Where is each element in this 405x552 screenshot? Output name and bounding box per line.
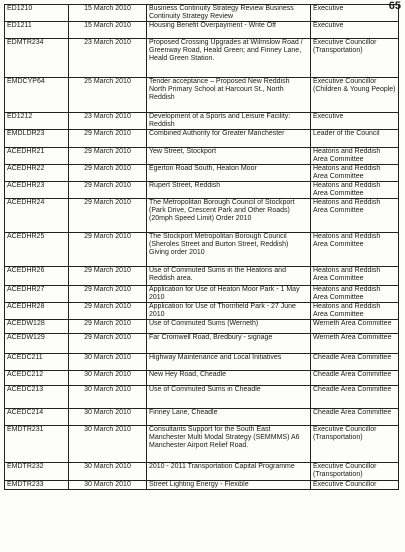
description-cell: Egerton Road South, Heaton Moor [147, 165, 311, 182]
description-cell: Far Cromwell Road, Bredbury - signage [147, 334, 311, 354]
table-row [5, 286, 399, 303]
reference-cell: ACEDHR23 [5, 182, 69, 199]
table-row [5, 481, 399, 490]
decision-maker-cell: Executive [311, 5, 399, 22]
reference-cell: ACEDC212 [5, 371, 69, 386]
table-row [5, 130, 399, 148]
decision-maker-cell: Executive Councillor (Transportation) [311, 463, 399, 481]
decisions-table-body [5, 5, 399, 490]
table-row [5, 22, 399, 39]
date-cell: 29 March 2010 [69, 148, 147, 165]
decision-maker-cell: Heatons and Reddish Area Committee [311, 199, 399, 233]
table-row [5, 199, 399, 233]
date-cell: 29 March 2010 [69, 303, 147, 320]
decision-maker-cell: Executive Councillor [311, 481, 399, 490]
decision-maker-cell: Cheadle Area Committee [311, 409, 399, 426]
decision-maker-cell: Leader of the Council [311, 130, 399, 148]
date-cell: 30 March 2010 [69, 426, 147, 463]
decision-maker-cell: Heatons and Reddish Area Committee [311, 233, 399, 267]
description-cell: Consultants Support for the South East Manchester Multi Modal Strategy (SEMMMS) A6 Manchester Airport Relief Road. [147, 426, 311, 463]
reference-cell: ACEDW129 [5, 334, 69, 354]
table-row [5, 5, 399, 22]
description-cell: Finney Lane, Cheadle [147, 409, 311, 426]
date-cell: 30 March 2010 [69, 481, 147, 490]
reference-cell: ACEDC211 [5, 354, 69, 371]
decision-maker-cell: Heatons and Reddish Area Committee [311, 303, 399, 320]
date-cell: 29 March 2010 [69, 130, 147, 148]
date-cell: 23 March 2010 [69, 39, 147, 78]
reference-cell: ACEDHR22 [5, 165, 69, 182]
reference-cell: EDMTR234 [5, 39, 69, 78]
date-cell: 29 March 2010 [69, 233, 147, 267]
date-cell: 30 March 2010 [69, 371, 147, 386]
decisions-table [4, 4, 399, 490]
description-cell: Combined Authority for Greater Manchester [147, 130, 311, 148]
description-cell: Application for Use of Thornfield Park - 27 June 2010 [147, 303, 311, 320]
date-cell: 15 March 2010 [69, 5, 147, 22]
reference-cell: ED1210 [5, 5, 69, 22]
page-number: 65 [388, 0, 401, 12]
date-cell: 30 March 2010 [69, 463, 147, 481]
reference-cell: ACEDHR27 [5, 286, 69, 303]
decision-maker-cell: Executive [311, 113, 399, 130]
decision-maker-cell: Executive Councillor (Children & Young People) [311, 78, 399, 113]
table-row [5, 426, 399, 463]
date-cell: 23 March 2010 [69, 113, 147, 130]
reference-cell: EMDCYP64 [5, 78, 69, 113]
date-cell: 29 March 2010 [69, 286, 147, 303]
description-cell: The Metropolitan Borough Council of Stockport (Park Drive, Crescent Park and Other Roads) (20mph Speed Limit) Order 2010 [147, 199, 311, 233]
decision-maker-cell: Heatons and Reddish Area Committee [311, 267, 399, 286]
date-cell: 29 March 2010 [69, 267, 147, 286]
table-row [5, 303, 399, 320]
decision-maker-cell: Werneth Area Committee [311, 320, 399, 334]
date-cell: 29 March 2010 [69, 334, 147, 354]
date-cell: 30 March 2010 [69, 354, 147, 371]
date-cell: 30 March 2010 [69, 386, 147, 409]
reference-cell: ACEDHR28 [5, 303, 69, 320]
table-row [5, 39, 399, 78]
table-row [5, 78, 399, 113]
reference-cell: ACEDHR24 [5, 199, 69, 233]
decision-maker-cell: Heatons and Reddish Area Committee [311, 165, 399, 182]
decision-maker-cell: Cheadle Area Committee [311, 386, 399, 409]
date-cell: 29 March 2010 [69, 320, 147, 334]
table-row [5, 148, 399, 165]
table-row [5, 267, 399, 286]
table-row [5, 371, 399, 386]
reference-cell: EMDTR231 [5, 426, 69, 463]
table-row [5, 463, 399, 481]
reference-cell: ACEDC213 [5, 386, 69, 409]
decision-maker-cell: Heatons and Reddish Area Committee [311, 148, 399, 165]
decision-maker-cell: Werneth Area Committee [311, 334, 399, 354]
date-cell: 15 March 2010 [69, 22, 147, 39]
description-cell: Use of Commuted Sums in the Heatons and Reddish area. [147, 267, 311, 286]
description-cell: Yew Street, Stockport [147, 148, 311, 165]
decision-maker-cell: Executive Councillor (Transportation) [311, 39, 399, 78]
table-row [5, 354, 399, 371]
decision-maker-cell: Cheadle Area Committee [311, 354, 399, 371]
description-cell: Use of Commuted Sums (Werneth) [147, 320, 311, 334]
date-cell: 29 March 2010 [69, 182, 147, 199]
description-cell: New Hey Road, Cheadle [147, 371, 311, 386]
decision-maker-cell: Executive [311, 22, 399, 39]
table-row [5, 113, 399, 130]
table-row [5, 182, 399, 199]
date-cell: 29 March 2010 [69, 165, 147, 182]
description-cell: Tender acceptance – Proposed New Reddish North Primary School at Harcourt St., North Reddish [147, 78, 311, 113]
reference-cell: ACEDW128 [5, 320, 69, 334]
description-cell: Application for Use of Heaton Moor Park - 1 May 2010 [147, 286, 311, 303]
description-cell: Business Continuity Strategy Review Business Continuity Strategy Review [147, 5, 311, 22]
description-cell: Rupert Street, Reddish [147, 182, 311, 199]
reference-cell: ACEDC214 [5, 409, 69, 426]
decision-maker-cell: Heatons and Reddish Area Committee [311, 182, 399, 199]
description-cell: Use of Commuted Sums in Cheadle [147, 386, 311, 409]
description-cell: Housing Benefit Overpayment - Write Off [147, 22, 311, 39]
table-row [5, 334, 399, 354]
table-row [5, 386, 399, 409]
reference-cell: EMDTR233 [5, 481, 69, 490]
table-row [5, 409, 399, 426]
date-cell: 30 March 2010 [69, 409, 147, 426]
reference-cell: EMDTR232 [5, 463, 69, 481]
description-cell: The Stockport Metropolitan Borough Council (Sheroles Street and Burton Street, Reddish) Giving order 2010 [147, 233, 311, 267]
reference-cell: ACEDHR26 [5, 267, 69, 286]
description-cell: Street Lighting Energy - Flexible [147, 481, 311, 490]
description-cell: Development of a Sports and Leisure Facility: Reddish [147, 113, 311, 130]
decision-maker-cell: Executive Councillor (Transportation) [311, 426, 399, 463]
reference-cell: ACEDHR25 [5, 233, 69, 267]
reference-cell: ED1212 [5, 113, 69, 130]
description-cell: Highway Maintenance and Local Initiatives [147, 354, 311, 371]
reference-cell: EMDLDR23 [5, 130, 69, 148]
description-cell: 2010 - 2011 Transportation Capital Programme [147, 463, 311, 481]
reference-cell: ED1211 [5, 22, 69, 39]
date-cell: 29 March 2010 [69, 199, 147, 233]
description-cell: Proposed Crossing Upgrades at Wilmslow Road / Greenway Road, Heald Green; and Finney Lane, Heald Green Station. [147, 39, 311, 78]
table-row [5, 233, 399, 267]
decision-maker-cell: Cheadle Area Committee [311, 371, 399, 386]
table-row [5, 165, 399, 182]
reference-cell: ACEDHR21 [5, 148, 69, 165]
decision-maker-cell: Heatons and Reddish Area Committee [311, 286, 399, 303]
table-row [5, 320, 399, 334]
date-cell: 25 March 2010 [69, 78, 147, 113]
